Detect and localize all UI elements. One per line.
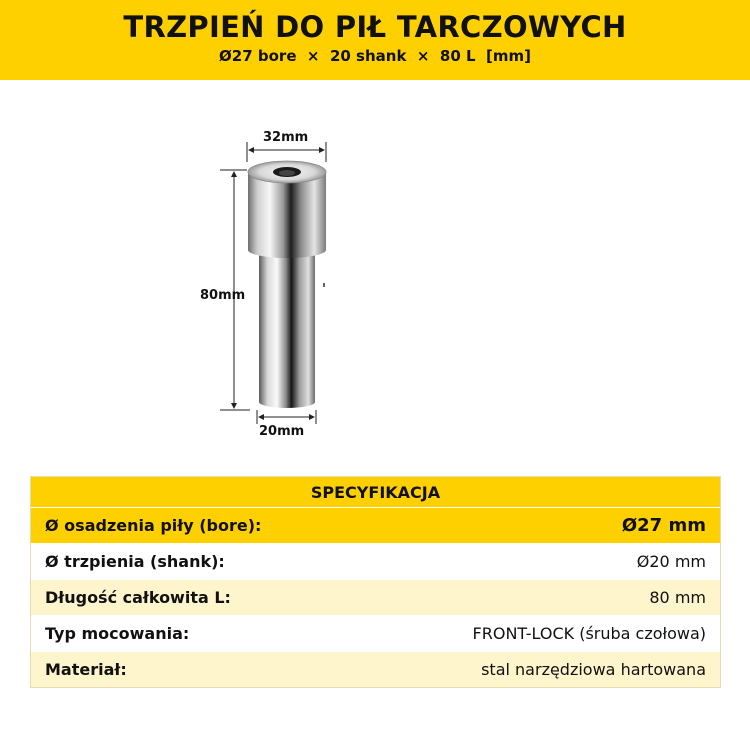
arbor-head (248, 161, 326, 258)
spec-label: Ø osadzenia piły (bore): (45, 516, 262, 535)
spec-row-bore (31, 507, 720, 543)
spec-label: Ø trzpienia (shank): (45, 552, 225, 571)
spec-label: Długość całkowita L: (45, 588, 231, 607)
spec-value: FRONT-LOCK (śruba czołowa) (472, 624, 706, 643)
arbor-drawing (190, 120, 350, 450)
spec-table-header: SPECYFIKACJA (31, 477, 720, 507)
page-subtitle: Ø27 bore × 20 shank × 80 L [mm] (219, 47, 531, 65)
arbor-shank (259, 248, 315, 408)
page-title: TRZPIEŃ DO PIŁ TARCZOWYCH (123, 10, 627, 44)
spec-table (30, 476, 721, 688)
spec-row-material (31, 651, 720, 687)
dimension-label-bottom: 20mm (259, 424, 305, 439)
spec-value: 80 mm (649, 588, 706, 607)
header-banner (0, 0, 750, 80)
dimension-bottom (257, 410, 316, 424)
spec-value: Ø27 mm (621, 515, 706, 536)
dimension-label-top: 32mm (263, 130, 309, 145)
spec-value: Ø20 mm (636, 552, 706, 571)
dimension-top (247, 142, 326, 162)
spec-label: Typ mocowania: (45, 624, 190, 643)
dimension-label-left: 80mm (200, 288, 246, 303)
spec-value: stal narzędziowa hartowana (481, 660, 706, 679)
spec-row-length (31, 579, 720, 615)
spec-row-shank (31, 543, 720, 579)
spec-row-mount-type (31, 615, 720, 651)
spec-label: Materiał: (45, 660, 127, 679)
